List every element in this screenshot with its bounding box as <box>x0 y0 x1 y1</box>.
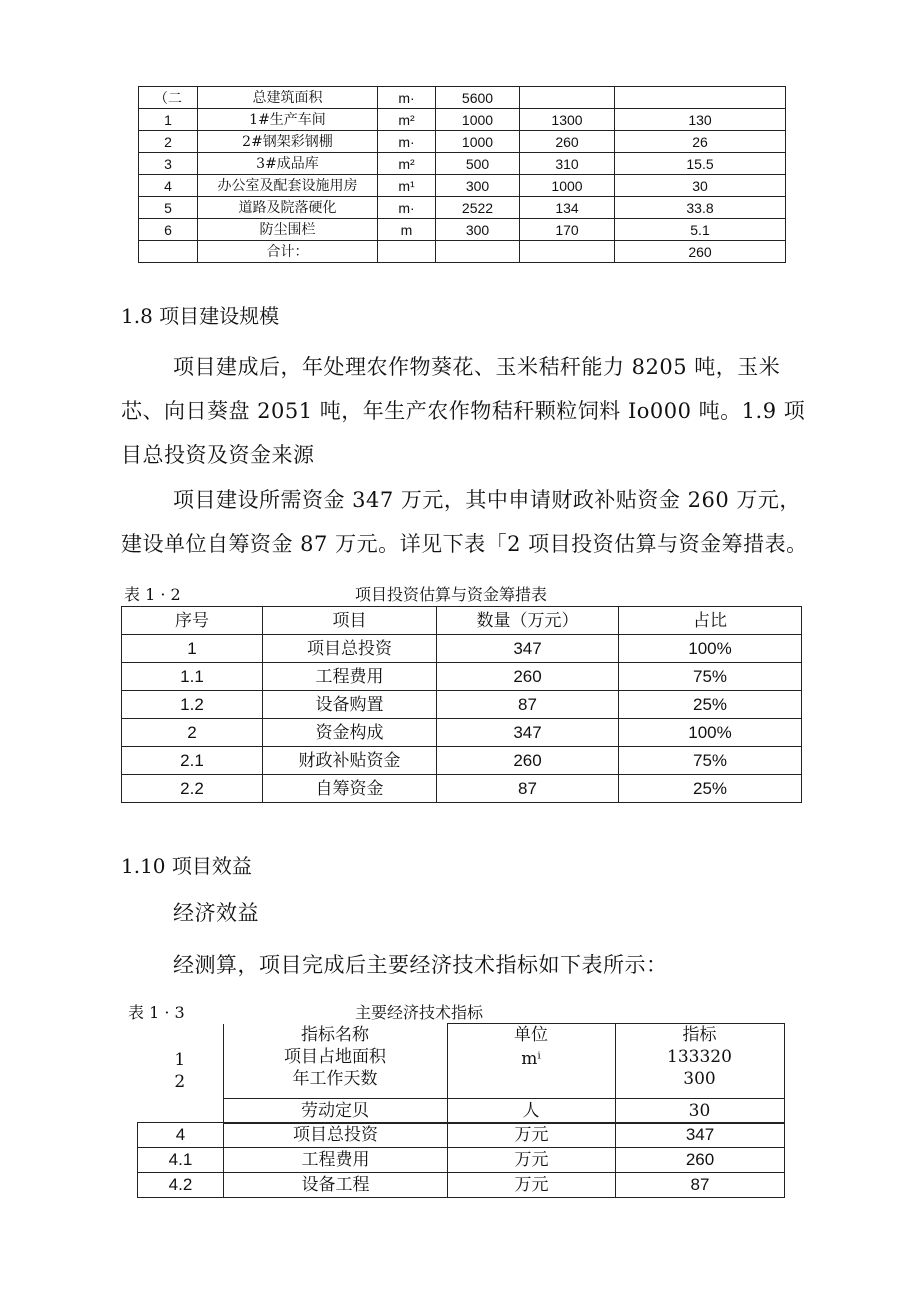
table-cell: m· <box>378 197 436 219</box>
column-header: 占比 <box>619 607 802 635</box>
column-header: 序号 <box>122 607 263 635</box>
table-cell: 5600 <box>436 87 520 109</box>
indicator-name: 年工作天数 <box>292 1068 378 1089</box>
table-cell: 1000 <box>520 175 615 197</box>
table-cell <box>139 241 198 263</box>
table-cell: 260 <box>520 131 615 153</box>
investment-table-body <box>122 607 802 803</box>
table-row <box>122 775 802 803</box>
table-cell: m² <box>378 109 436 131</box>
table-cell: 310 <box>520 153 615 175</box>
table-cell: 2#钢架彩钢棚 <box>198 131 378 153</box>
table-cell: 1.2 <box>122 691 263 719</box>
table-cell: 4.2 <box>138 1173 224 1198</box>
table-cell: 500 <box>436 153 520 175</box>
table-cell: 3 <box>139 153 198 175</box>
table-cell: 347 <box>616 1123 785 1148</box>
table-cell: 87 <box>437 691 619 719</box>
table-cell: 2.2 <box>122 775 263 803</box>
economic-indicator-table-lower <box>137 1122 785 1198</box>
table-cell: 1000 <box>436 109 520 131</box>
table-cell: 设备工程 <box>224 1173 448 1198</box>
table-cell: 100% <box>619 719 802 747</box>
table-cell: 347 <box>437 719 619 747</box>
table-row <box>138 1173 785 1198</box>
table-row <box>122 691 802 719</box>
column-header: 数量（万元） <box>437 607 619 635</box>
table-cell: 100% <box>619 635 802 663</box>
section-heading-1-8: 1.8 项目建设规模 <box>121 304 280 328</box>
table-title: 项目投资估算与资金筹措表 <box>355 585 548 604</box>
table-label: 表 1 · 2 <box>124 585 181 604</box>
table-cell: 4 <box>138 1123 224 1148</box>
column-header: 指标名称 <box>301 1024 369 1045</box>
paragraph-line: 建设单位自筹资金 87 万元。详见下表「2 项目投资估算与资金筹措表。 <box>121 532 808 556</box>
table-cell: 33.8 <box>615 197 786 219</box>
table-cell: 办公室及配套设施用房 <box>198 175 378 197</box>
building-area-table-body <box>139 87 786 263</box>
table-cell: 资金构成 <box>263 719 437 747</box>
economic-indicator-table <box>137 1023 785 1124</box>
paragraph-line: 目总投资及资金来源 <box>121 443 315 467</box>
paragraph-line: 经测算，项目完成后主要经济技术指标如下表所示： <box>173 953 668 977</box>
table-cell: m¹ <box>378 175 436 197</box>
table-cell: 自筹资金 <box>263 775 437 803</box>
table-cell: 项目总投资 <box>224 1123 448 1148</box>
table-cell: 人 <box>447 1099 615 1124</box>
unit-value: mⁱ <box>521 1049 541 1069</box>
paragraph-line: 项目建成后，年处理农作物葵花、玉米秸秆能力 8205 吨，玉米 <box>173 355 781 379</box>
indicator-name: 项目占地面积 <box>284 1046 386 1067</box>
table-row <box>122 719 802 747</box>
table-row <box>137 1099 784 1124</box>
table-row <box>139 175 786 197</box>
row-number: 1 <box>174 1050 186 1070</box>
table-cell: 工程费用 <box>224 1148 448 1173</box>
table-cell: 5.1 <box>615 219 786 241</box>
table-cell: 总建筑面积 <box>198 87 378 109</box>
table-cell: 1 <box>139 109 198 131</box>
table-cell: 2 <box>122 719 263 747</box>
table-cell: 300 <box>436 175 520 197</box>
table-cell: 26 <box>615 131 786 153</box>
table-cell: 260 <box>437 663 619 691</box>
table-cell: 130 <box>615 109 786 131</box>
table-cell: 6 <box>139 219 198 241</box>
table-cell: 4 <box>139 175 198 197</box>
table-cell: m <box>378 219 436 241</box>
table-cell: 87 <box>616 1173 785 1198</box>
table-cell: 25% <box>619 691 802 719</box>
paragraph-line: 芯、向日葵盘 2051 吨，年生产农作物秸秆颗粒饲料 Io000 吨。1.9 项 <box>121 399 806 423</box>
table-row <box>122 663 802 691</box>
table-cell: 工程费用 <box>263 663 437 691</box>
table-row <box>139 241 786 263</box>
table-cell: 2522 <box>436 197 520 219</box>
table-cell: 项目总投资 <box>263 635 437 663</box>
table-row <box>139 153 786 175</box>
table-header-row <box>122 607 802 635</box>
table-cell: 260 <box>615 241 786 263</box>
indicator-value: 300 <box>683 1069 716 1089</box>
table-cell: 合计： <box>198 241 378 263</box>
table-cell: 260 <box>437 747 619 775</box>
table-cell: 4.1 <box>138 1148 224 1173</box>
table-cell: 30 <box>615 175 786 197</box>
table-cell: 万元 <box>448 1123 616 1148</box>
table-row <box>122 635 802 663</box>
table-row <box>139 219 786 241</box>
table-cell: 260 <box>616 1148 785 1173</box>
table-row <box>139 131 786 153</box>
subheading: 经济效益 <box>173 901 259 925</box>
table-cell: 1#生产车间 <box>198 109 378 131</box>
paragraph-line: 项目建设所需资金 347 万元，其中申请财政补贴资金 260 万元， <box>173 488 801 512</box>
table-cell: 设备购置 <box>263 691 437 719</box>
investment-table <box>121 606 802 803</box>
table-cell <box>615 1024 784 1099</box>
table-cell: 1000 <box>436 131 520 153</box>
economic-indicator-table-body <box>138 1123 785 1198</box>
column-header: 指标 <box>682 1025 717 1045</box>
table-cell: 1300 <box>520 109 615 131</box>
table-cell <box>447 1024 615 1099</box>
building-area-table <box>138 86 786 263</box>
table-cell: 1 <box>122 635 263 663</box>
table-cell <box>615 87 786 109</box>
table-cell <box>436 241 520 263</box>
table-cell <box>520 241 615 263</box>
table-cell: m· <box>378 87 436 109</box>
table-cell: 87 <box>437 775 619 803</box>
table-cell: 万元 <box>448 1173 616 1198</box>
table-cell: 300 <box>436 219 520 241</box>
table-row <box>138 1148 785 1173</box>
row-number: 2 <box>174 1072 186 1092</box>
column-header: 项目 <box>263 607 437 635</box>
table-cell: 347 <box>437 635 619 663</box>
column-header: 单位 <box>514 1025 548 1045</box>
table-cell: 财政补贴资金 <box>263 747 437 775</box>
table-cell: 25% <box>619 775 802 803</box>
table-cell: 5 <box>139 197 198 219</box>
table-row <box>137 1024 784 1099</box>
table-cell: 75% <box>619 663 802 691</box>
table-cell: 15.5 <box>615 153 786 175</box>
table-cell: 道路及院落硬化 <box>198 197 378 219</box>
table-row <box>139 197 786 219</box>
table-cell <box>137 1099 223 1124</box>
table-cell: 3#成品库 <box>198 153 378 175</box>
table-cell <box>137 1024 223 1099</box>
table-cell: 劳动定贝 <box>223 1099 447 1124</box>
section-heading-1-10: 1.10 项目效益 <box>121 854 252 878</box>
table-cell <box>520 87 615 109</box>
table-row <box>139 87 786 109</box>
table-row <box>139 109 786 131</box>
table-row <box>138 1123 785 1148</box>
table-label: 表 1 · 3 <box>128 1003 185 1022</box>
table-cell: 防尘围栏 <box>198 219 378 241</box>
table-cell: m² <box>378 153 436 175</box>
table-cell: m· <box>378 131 436 153</box>
table-cell: 2 <box>139 131 198 153</box>
table-cell: 2.1 <box>122 747 263 775</box>
indicator-value: 133320 <box>667 1047 732 1067</box>
table-row <box>122 747 802 775</box>
table-cell <box>378 241 436 263</box>
table-cell <box>223 1024 447 1099</box>
table-cell: 1.1 <box>122 663 263 691</box>
table-cell: 170 <box>520 219 615 241</box>
table-cell: 75% <box>619 747 802 775</box>
table-cell: 万元 <box>448 1148 616 1173</box>
table-cell: （二 <box>139 87 198 109</box>
table-cell: 134 <box>520 197 615 219</box>
table-cell: 30 <box>615 1099 784 1124</box>
table-title: 主要经济技术指标 <box>355 1003 484 1022</box>
